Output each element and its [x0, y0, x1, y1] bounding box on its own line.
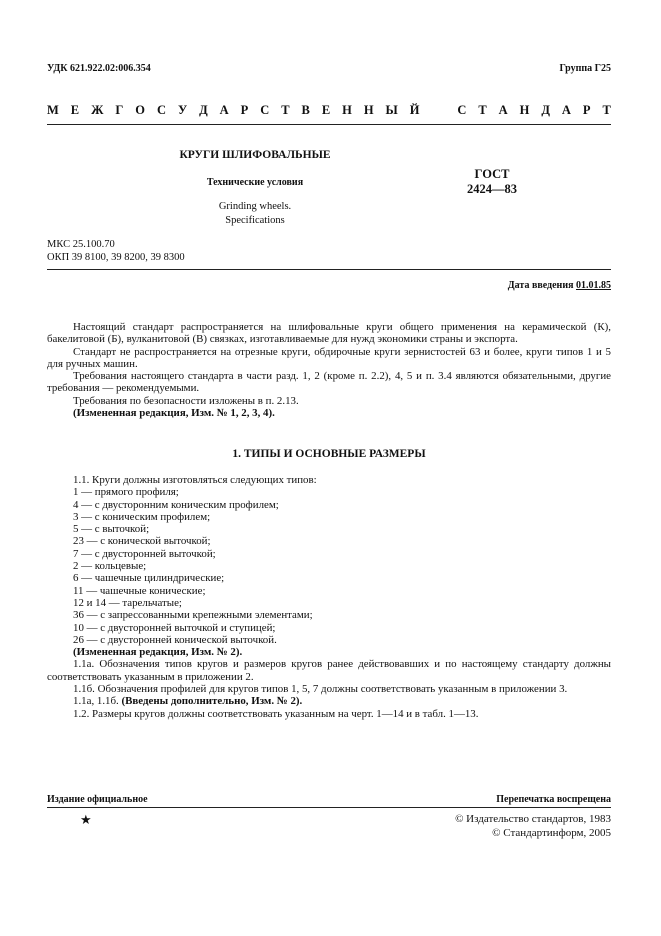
banner-letter: Д — [199, 103, 208, 117]
banner-letter: Н — [342, 103, 352, 117]
gost-number: 2424—83 — [467, 182, 517, 196]
clause-1-2: 1.2. Размеры кругов должны соответствовать указанным на черт. 1—14 и в табл. 1—13. — [73, 707, 479, 720]
intro-paragraph: Требования по безопасности изложены в п. 2.13. — [73, 394, 299, 407]
footer-rule — [47, 807, 611, 808]
banner-letter: Ы — [385, 103, 398, 117]
codes-rule — [47, 269, 611, 270]
udk-code: УДК 621.922.02:006.354 — [47, 63, 151, 74]
english-subtitle: Specifications — [225, 215, 285, 226]
banner-letter: Г — [115, 103, 124, 117]
banner-letter: Т — [602, 103, 611, 117]
mks-code: МКС 25.100.70 — [47, 239, 115, 250]
english-title: Grinding wheels. — [218, 201, 292, 212]
official-edition: Издание официальное — [47, 794, 148, 805]
okp-code: ОКП 39 8100, 39 8200, 39 8300 — [47, 252, 185, 263]
section-1-body — [47, 474, 611, 720]
introduction-date-label: Дата введения — [507, 280, 574, 291]
banner-letter: Н — [363, 103, 374, 117]
copyright-2005: © Стандартинформ, 2005 — [492, 827, 611, 839]
star-icon: ★ — [80, 812, 92, 827]
wheel-type-item: 5 — с выточкой; — [73, 523, 150, 536]
wheel-type-item: 23 — с конической выточкой; — [73, 535, 211, 548]
wheel-type-item: 36 — с запрессованными крепежными элементами; — [73, 609, 313, 622]
standard-subtitle: Технические условия — [206, 177, 304, 188]
intro-paragraph: Стандарт не распространяется на отрезные круги, обдирочные круги зернистостей 63 и более, круги типов 1 и 5 для ручных машин. — [47, 345, 611, 370]
banner-letter: М — [47, 103, 59, 117]
copyright-1983: © Издательство стандартов, 1983 — [455, 813, 611, 825]
intro-section — [47, 321, 611, 419]
banner-rule — [47, 124, 611, 125]
wheel-type-item: 11 — чашечные конические; — [73, 584, 206, 597]
added-note: (Введены дополнительно, Изм. № 2). — [121, 695, 303, 708]
banner-letter: А — [219, 103, 229, 117]
standard-title: КРУГИ ШЛИФОВАЛЬНЫЕ — [179, 149, 331, 161]
banner-letter: О — [135, 103, 146, 117]
banner-letter: Д — [541, 103, 550, 117]
banner-letter: А — [561, 103, 571, 117]
clause-1-1ab-note — [47, 695, 611, 707]
change-note: (Измененная редакция, Изм. № 1, 2, 3, 4). — [73, 407, 275, 420]
clause-1-1: 1.1. Круги должны изготовляться следующих типов: — [73, 474, 317, 486]
banner-letter: Е — [321, 103, 331, 117]
reprint-prohibited: Перепечатка воспрещена — [496, 794, 611, 805]
clause-1-1ab-prefix: 1.1а, 1.1б. — [73, 695, 119, 708]
interstate-standard-banner — [47, 103, 611, 118]
banner-letter: Е — [70, 103, 80, 117]
banner-letter: А — [498, 103, 508, 117]
wheel-type-item: 6 — чашечные цилиндрические; — [73, 572, 225, 585]
intro-paragraph: Требования настоящего стандарта в части разд. 1, 2 (кроме п. 2.2), 4, 5 и п. 3.4 являются обязательными, другие требования — рекомендуемыми. — [47, 370, 611, 395]
banner-letter: Й — [409, 103, 420, 117]
gost-label: ГОСТ — [474, 167, 510, 181]
wheel-type-item: 10 — с двусторонней выточкой и ступицей; — [73, 621, 276, 634]
banner-letter: В — [301, 103, 310, 117]
clause-1-1b: 1.1б. Обозначения профилей для кругов типов 1, 5, 7 должны соответствовать указанным в приложении 3. — [73, 683, 568, 696]
wheel-type-item: 4 — с двусторонним коническим профилем; — [73, 498, 279, 511]
introduction-date — [508, 280, 611, 291]
intro-paragraph: Настоящий стандарт распространяется на шлифовальные круги общего применения на керамической (К), бакелитовой (Б), вулканитовой (В) связках, изготавливаемые для нужд экономики страны и экспорта. — [47, 321, 611, 346]
wheel-type-item: 7 — с двусторонней выточкой; — [73, 547, 216, 560]
wheel-type-item: 1 — прямого профиля; — [73, 486, 179, 499]
banner-letter: У — [177, 103, 188, 117]
banner-letter: С — [260, 103, 270, 117]
wheel-type-item: 12 и 14 — тарельчатые; — [73, 596, 182, 609]
banner-letter: Р — [240, 103, 249, 117]
banner-letter: Ж — [91, 103, 104, 117]
banner-letter: С — [156, 103, 167, 117]
section-heading: 1. ТИПЫ И ОСНОВНЫЕ РАЗМЕРЫ — [232, 448, 426, 460]
clause-1-1a: 1.1а. Обозначения типов кругов и размеров кругов ранее действовавших и по настоящему стандарту должны соответствовать указанным в приложении 2. — [47, 658, 611, 683]
banner-letter: Н — [519, 103, 530, 117]
change-note: (Измененная редакция, Изм. № 2). — [73, 646, 243, 659]
banner-letter: Т — [281, 103, 290, 117]
group-code: Группа Г25 — [559, 63, 611, 74]
banner-letter: Т — [478, 103, 487, 117]
banner-letter: С — [457, 103, 467, 117]
wheel-type-item: 26 — с двусторонней конической выточкой. — [73, 633, 277, 646]
banner-letter: Р — [582, 103, 591, 117]
introduction-date-value: 01.01.85 — [576, 280, 611, 291]
wheel-type-item: 2 — кольцевые; — [73, 560, 147, 573]
wheel-type-item: 3 — с коническим профилем; — [73, 510, 211, 523]
